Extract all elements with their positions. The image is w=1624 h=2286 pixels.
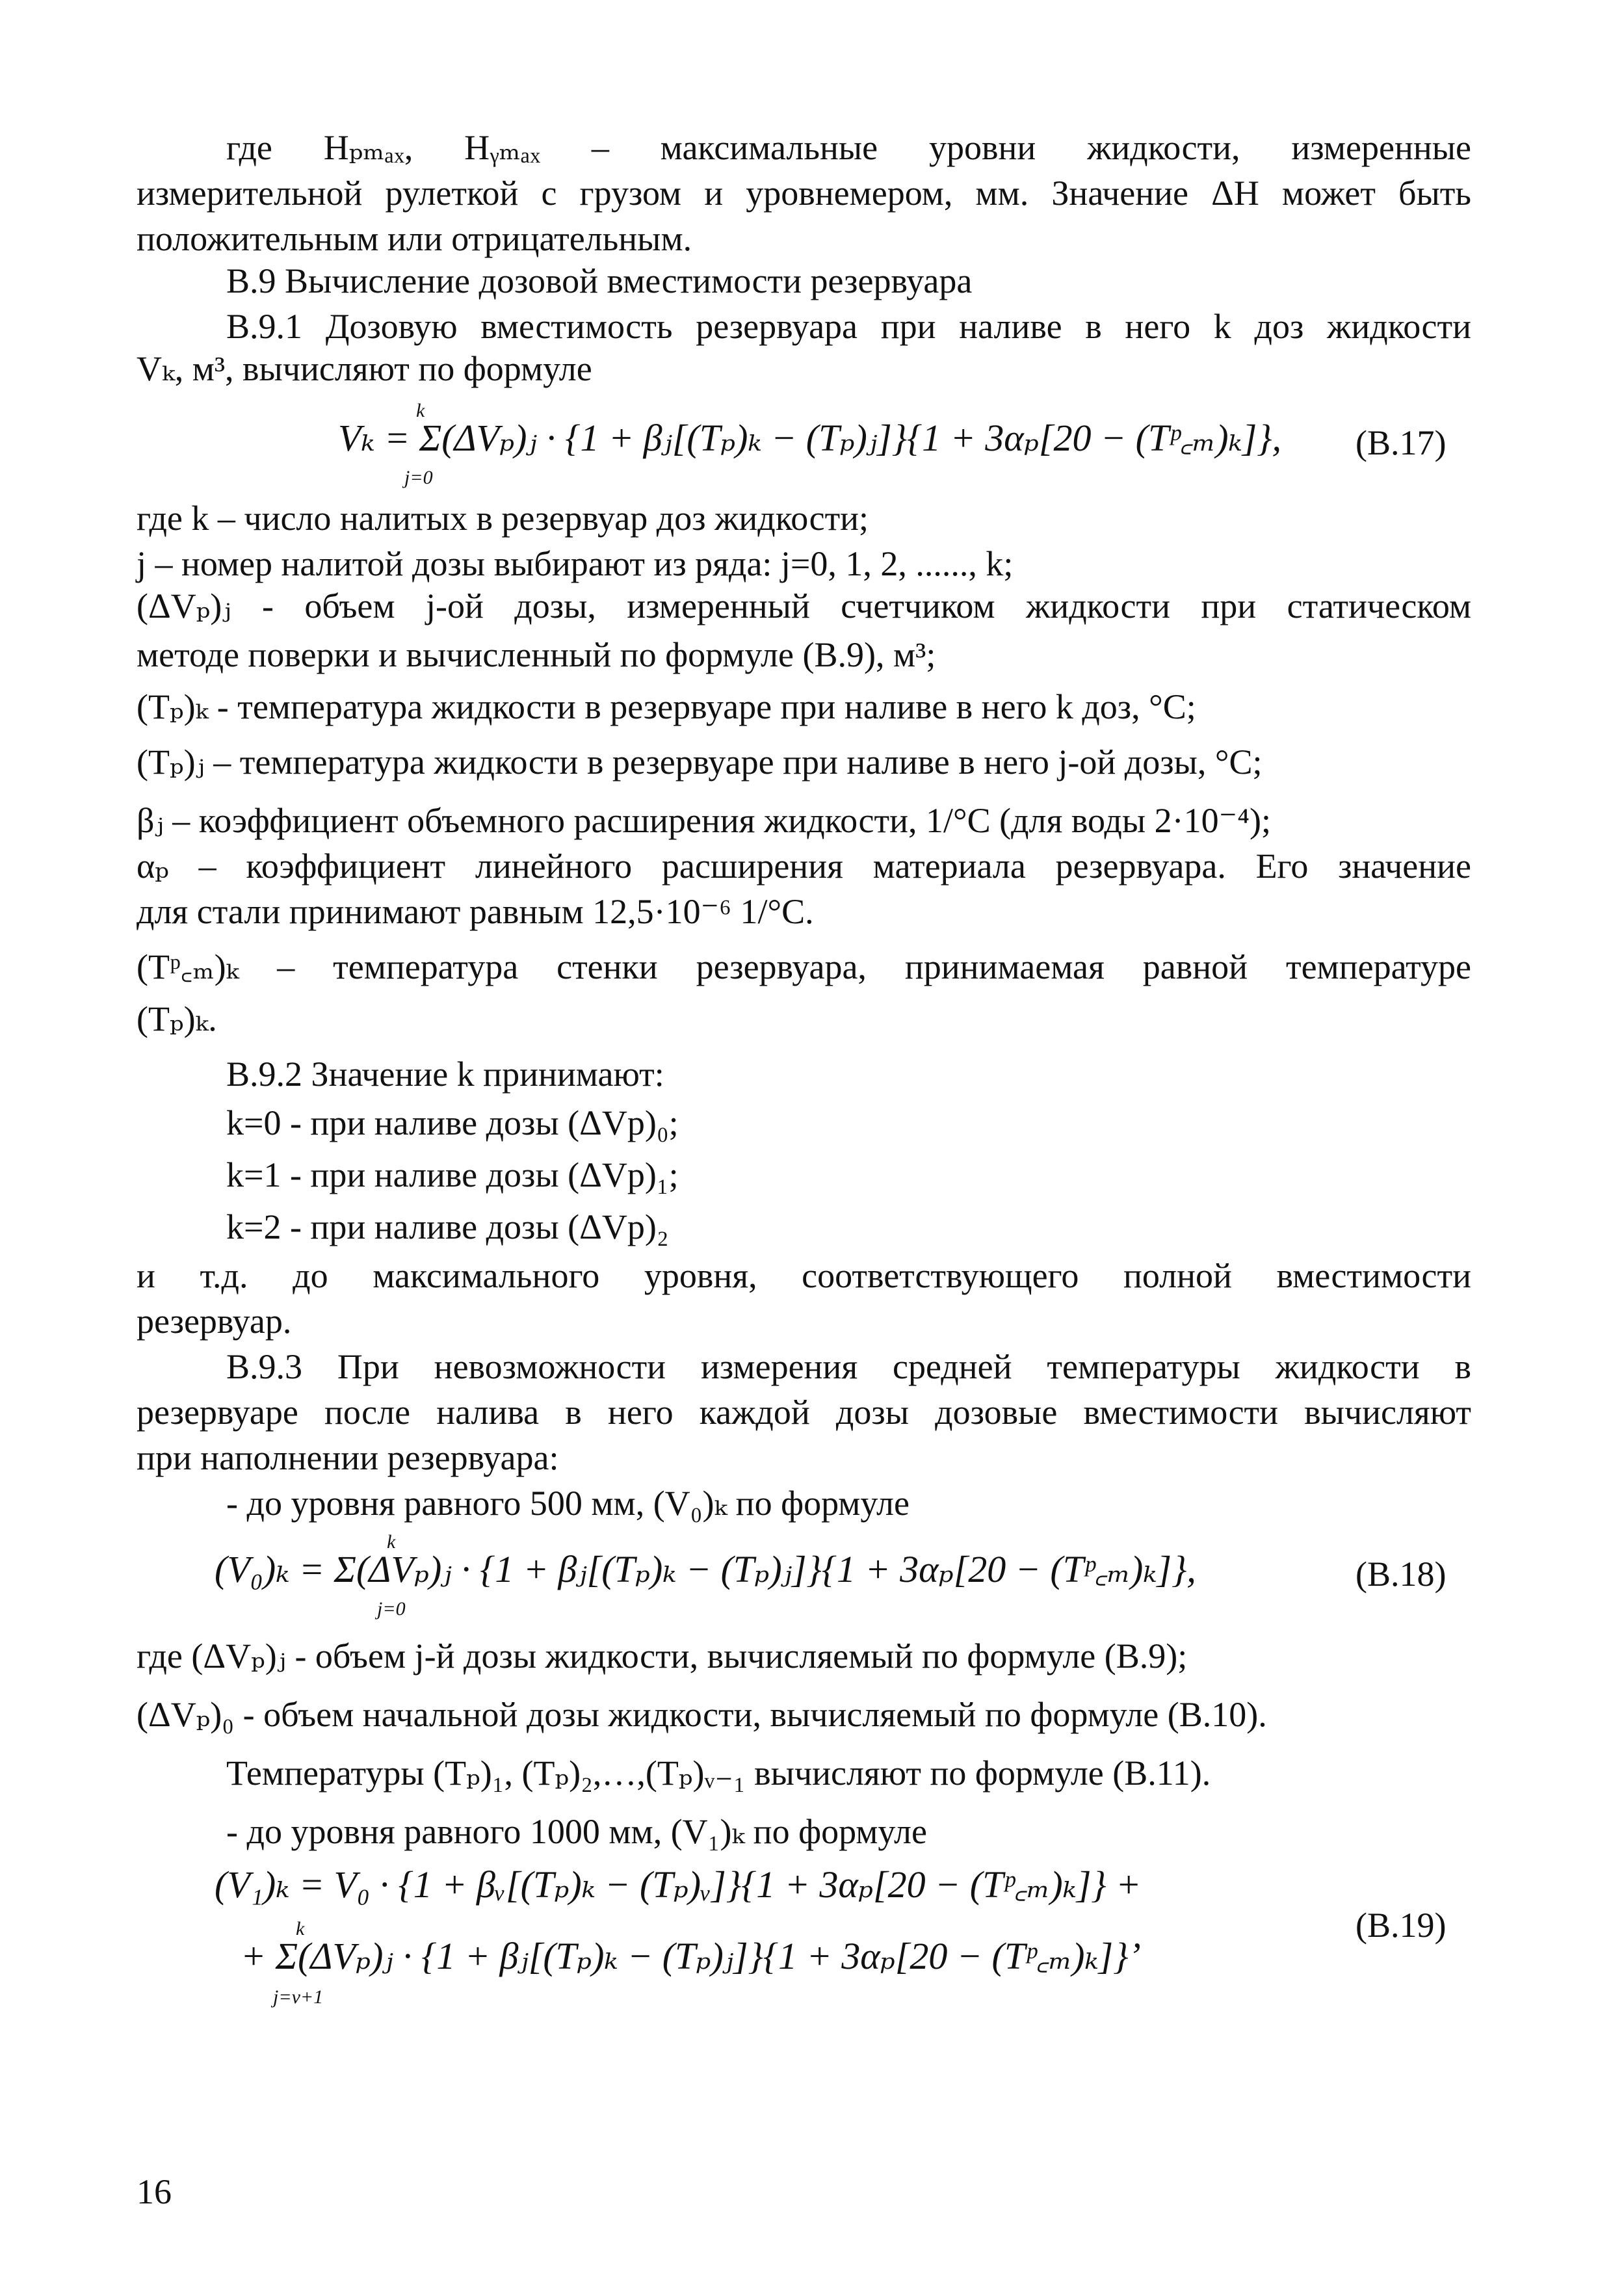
text-line: Температуры (Tₚ)₁, (Tₚ)₂,…,(Tₚ)ᵥ₋₁ вычисляют по формуле (В.11).: [226, 1754, 1211, 1793]
text-line: резервуаре после налива в него каждой дозы дозовые вместимости вычисляют: [137, 1393, 1471, 1432]
text-line: (Tᵖ꜀ₘ)ₖ – температура стенки резервуара, принимаемая равной температуре: [137, 947, 1471, 986]
text-line: βⱼ – коэффициент объемного расширения жидкости, 1/°С (для воды 2·10⁻⁴);: [137, 801, 1271, 840]
text-line: методе поверки и вычисленный по формуле (В.9), м³;: [137, 635, 936, 674]
page-number: 16: [137, 2172, 172, 2211]
text-line: j – номер налитой дозы выбирают из ряда: j=0, 1, 2, ......, k;: [137, 544, 1014, 583]
sum-upper-limit: k: [296, 1918, 305, 1939]
text-line: (Tₚ)ₖ.: [137, 999, 217, 1038]
text-line: - до уровня равного 1000 мм, (V₁)ₖ по формуле: [226, 1812, 927, 1851]
text-line: (Tₚ)ⱼ – температура жидкости в резервуаре при наливе в него j-ой дозы, °С;: [137, 742, 1263, 782]
sum-lower-limit: j=v+1: [273, 1986, 324, 2008]
text-line: В.9.2 Значение k принимают:: [226, 1055, 664, 1094]
text-line: В.9.3 При невозможности измерения средней температуры жидкости в: [226, 1347, 1471, 1386]
section-heading: В.9 Вычисление дозовой вместимости резервуара: [226, 261, 973, 300]
formula-b17: Vₖ = Σ(ΔVₚ)ⱼ · {1 + βⱼ[(Tₚ)ₖ − (Tₚ)ⱼ]}{1 + 3αₚ[20 − (Tᵖ꜀ₘ)ₖ]},: [338, 417, 1281, 459]
formula-number: (В.19): [1356, 1906, 1447, 1945]
sum-upper-limit: k: [416, 400, 425, 421]
formula-number: (В.17): [1356, 423, 1447, 462]
text-line: измерительной рулеткой с грузом и уровнемером, мм. Значение ΔH может быть: [137, 174, 1471, 213]
text-line: где Hₚₘₐₓ, Hᵧₘₐₓ – максимальные уровни жидкости, измеренные: [226, 128, 1471, 167]
text-line: положительным или отрицательным.: [137, 219, 692, 258]
sum-lower-limit: j=0: [377, 1598, 406, 1620]
formula-number: (В.18): [1356, 1555, 1447, 1594]
sum-upper-limit: k: [387, 1531, 396, 1553]
text-line: при наполнении резервуара:: [137, 1438, 559, 1477]
text-line: (Tₚ)ₖ - температура жидкости в резервуаре при наливе в него k доз, °С;: [137, 687, 1196, 726]
text-line: резервуар.: [137, 1302, 292, 1341]
text-line: где k – число налитых в резервуар доз жидкости;: [137, 499, 869, 538]
text-line: - до уровня равного 500 мм, (V₀)ₖ по формуле: [226, 1484, 910, 1523]
formula-b18: (V₀)ₖ = Σ(ΔVₚ)ⱼ · {1 + βⱼ[(Tₚ)ₖ − (Tₚ)ⱼ]}{1 + 3αₚ[20 − (Tᵖ꜀ₘ)ₖ]},: [215, 1548, 1196, 1590]
text-line: для стали принимают равным 12,5·10⁻⁶ 1/°С.: [137, 892, 814, 931]
text-line: где (ΔVₚ)ⱼ - объем j-й дозы жидкости, вычисляемый по формуле (В.9);: [137, 1636, 1188, 1675]
text-line: αₚ – коэффициент линейного расширения материала резервуара. Его значение: [137, 847, 1471, 886]
text-line: k=0 - при наливе дозы (ΔVр)₀;: [226, 1103, 679, 1142]
formula-b19-line2: + Σ(ΔVₚ)ⱼ · {1 + βⱼ[(Tₚ)ₖ − (Tₚ)ⱼ]}{1 + 3αₚ[20 − (Tᵖ꜀ₘ)ₖ]}’: [241, 1935, 1141, 1977]
formula-b19-line1: (V₁)ₖ = V₀ · {1 + βᵥ[(Tₚ)ₖ − (Tₚ)ᵥ]}{1 + 3αₚ[20 − (Tᵖ꜀ₘ)ₖ]} +: [215, 1863, 1142, 1906]
text-line: (ΔVₚ)ⱼ - объем j-ой дозы, измеренный счетчиком жидкости при статическом: [137, 586, 1471, 625]
text-line: k=1 - при наливе дозы (ΔVр)₁;: [226, 1155, 679, 1194]
text-line: Vₖ, м³, вычисляют по формуле: [137, 349, 592, 388]
text-line: и т.д. до максимального уровня, соответствующего полной вместимости: [137, 1256, 1471, 1295]
text-line: k=2 - при наливе дозы (ΔVр)₂: [226, 1207, 669, 1246]
sum-lower-limit: j=0: [404, 467, 433, 488]
text-line: В.9.1 Дозовую вместимость резервуара при наливе в него k доз жидкости: [226, 307, 1471, 346]
text-line: (ΔVₚ)₀ - объем начальной дозы жидкости, вычисляемый по формуле (В.10).: [137, 1695, 1267, 1734]
